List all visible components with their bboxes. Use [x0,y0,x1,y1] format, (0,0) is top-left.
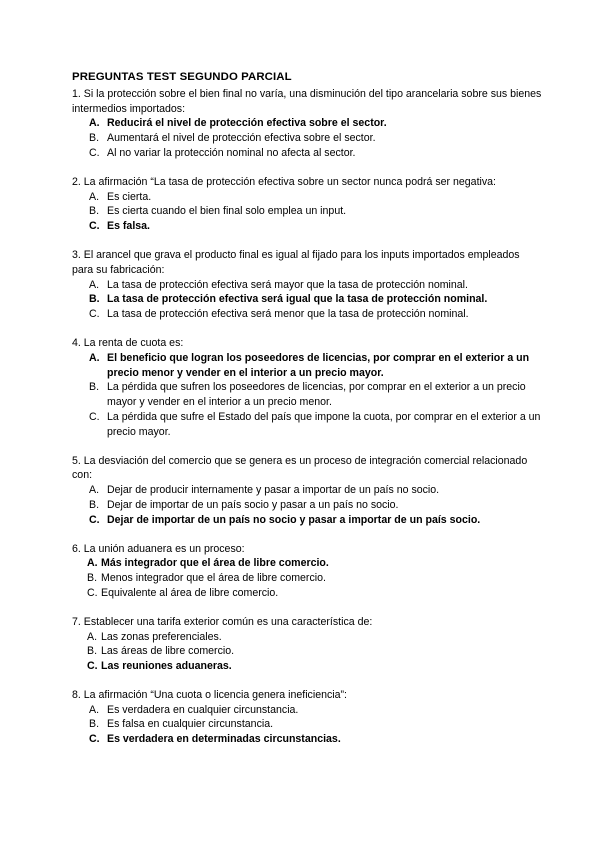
option-letter: B. [89,498,100,511]
option-text: Es verdadera en cualquier circunstancia. [107,703,299,716]
document-page [72,70,542,761]
option-text: La pérdida que sufre el Estado del país que impone la cuota, por comprar en el exterior a un precio mayor. [107,410,541,438]
option-text: Reducirá el nivel de protección efectiva sobre el sector. [107,117,387,130]
answer-option-a [72,630,542,645]
option-text: Al no variar la protección nominal no afecta al sector. [107,146,356,159]
answer-option-c [72,146,542,161]
answer-option-a [72,351,542,381]
answer-option-c [72,659,542,674]
answer-option-c [72,307,542,322]
option-text: Menos integrador que el área de libre comercio. [101,572,326,585]
answer-option-c [72,586,542,601]
option-text: Dejar de importar de un país socio y pasar a un país no socio. [107,498,399,511]
question-text: 8. La afirmación “Una cuota o licencia genera ineficiencia”: [72,688,347,701]
answer-options [72,116,542,160]
option-letter: B. [89,293,100,306]
answer-options [72,630,542,674]
option-text: La tasa de protección efectiva será igual que la tasa de protección nominal. [107,293,488,306]
option-letter: A. [89,351,100,364]
option-letter: C. [89,220,100,233]
question-2 [72,175,542,234]
question-7 [72,615,542,674]
option-letter: A. [87,557,98,570]
answer-options [72,556,542,600]
question-text: 4. La renta de cuota es: [72,336,184,349]
answer-option-b [72,292,542,307]
option-letter: B. [89,132,100,145]
question-5 [72,454,542,528]
answer-option-b [72,380,542,410]
option-letter: B. [89,718,100,731]
answer-option-a [72,556,542,571]
option-text: La tasa de protección efectiva será menor que la tasa de protección nominal. [107,308,469,321]
answer-option-c [72,410,542,440]
option-letter: C. [89,513,100,526]
answer-option-b [72,498,542,513]
answer-option-a [72,483,542,498]
option-text: Más integrador que el área de libre comercio. [101,557,329,570]
answer-options [72,351,542,440]
option-text: Es verdadera en determinadas circunstancias. [107,733,341,746]
option-text: Es falsa en cualquier circunstancia. [107,718,274,731]
option-text: Las reuniones aduaneras. [101,660,232,673]
option-letter: C. [89,308,100,321]
answer-option-c [72,513,542,528]
question-text: 3. El arancel que grava el producto final es igual al fijado para los inputs importados empleados para su fabricación: [72,248,520,276]
option-text: Es cierta. [107,190,152,203]
question-text: 5. La desviación del comercio que se genera es un proceso de integración comercial relacionado con: [72,454,528,482]
question-text: 6. La unión aduanera es un proceso: [72,542,245,555]
option-text: El beneficio que logran los poseedores de licencias, por comprar en el exterior a un precio menor y vender en el interior a un precio mayor. [107,351,530,379]
option-letter: B. [87,645,98,658]
answer-options [72,278,542,322]
option-letter: C. [89,733,100,746]
option-letter: A. [89,278,100,291]
question-3 [72,248,542,322]
option-text: Dejar de importar de un país no socio y pasar a importar de un país socio. [107,513,481,526]
option-letter: C. [87,586,98,599]
answer-option-b [72,571,542,586]
answer-option-c [72,732,542,747]
answer-option-a [72,703,542,718]
option-text: Las zonas preferenciales. [101,630,222,643]
answer-options [72,190,542,234]
answer-option-b [72,204,542,219]
option-letter: A. [87,630,98,643]
option-text: Aumentará el nivel de protección efectiva sobre el sector. [107,132,376,145]
question-6 [72,542,542,601]
option-letter: C. [89,410,100,423]
question-text: 2. La afirmación “La tasa de protección efectiva sobre un sector nunca podrá ser negativa: [72,175,496,188]
option-letter: A. [89,190,100,203]
answer-option-b [72,644,542,659]
answer-option-a [72,278,542,293]
option-text: La pérdida que sufren los poseedores de licencias, por comprar en el exterior a un precio mayor y vender en el interior a un precio menor. [107,381,526,409]
answer-option-b [72,717,542,732]
answer-options [72,483,542,527]
option-letter: B. [87,572,98,585]
question-8 [72,688,542,747]
option-letter: C. [89,146,100,159]
option-text: Es falsa. [107,220,150,233]
option-text: Equivalente al área de libre comercio. [101,586,279,599]
question-4 [72,336,542,440]
option-letter: A. [89,117,100,130]
answer-option-b [72,131,542,146]
question-text: 7. Establecer una tarifa exterior común es una característica de: [72,615,373,628]
option-letter: B. [89,205,100,218]
answer-option-a [72,116,542,131]
question-text: 1. Si la protección sobre el bien final no varía, una disminución del tipo arancelaria sobre sus bienes intermedios importados: [72,87,542,115]
option-letter: B. [89,381,100,394]
option-text: Las áreas de libre comercio. [101,645,235,658]
option-text: Dejar de producir internamente y pasar a importar de un país no socio. [107,484,440,497]
answer-options [72,703,542,747]
option-letter: A. [89,484,100,497]
option-text: La tasa de protección efectiva será mayor que la tasa de protección nominal. [107,278,468,291]
answer-option-c [72,219,542,234]
option-text: Es cierta cuando el bien final solo emplea un input. [107,205,347,218]
option-letter: C. [87,660,98,673]
page-title: PREGUNTAS TEST SEGUNDO PARCIAL [72,71,292,83]
question-1 [72,87,542,161]
answer-option-a [72,190,542,205]
option-letter: A. [89,703,100,716]
